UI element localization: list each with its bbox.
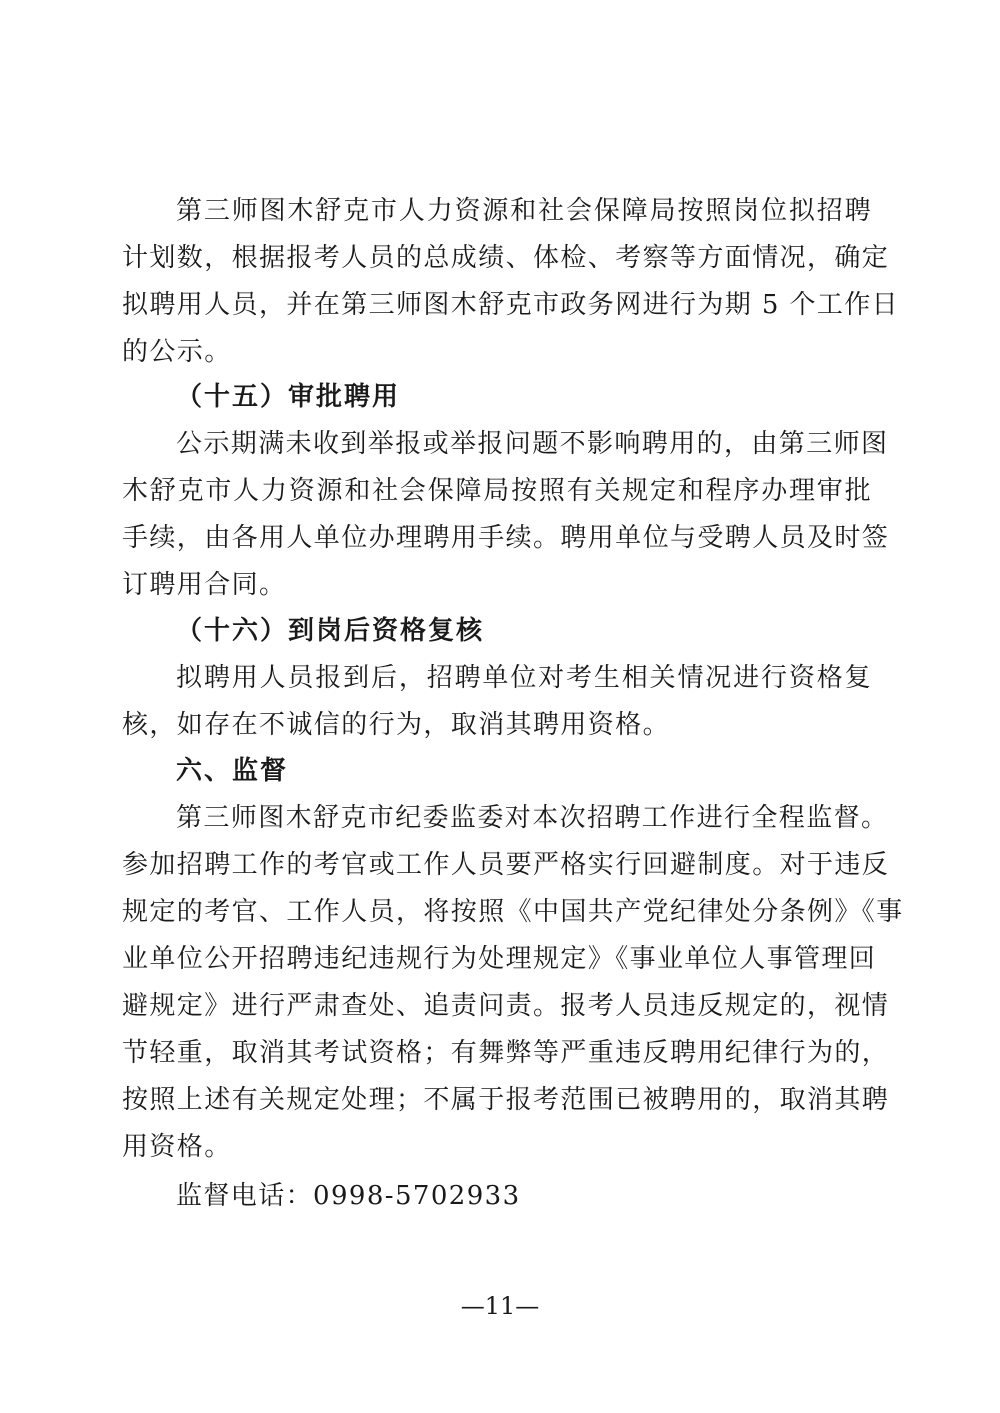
- paragraph-line: 按照上述有关规定处理；不属于报考范围已被聘用的，取消其聘: [122, 1085, 890, 1115]
- supervision-phone: 监督电话：0998-5702933: [176, 1181, 521, 1211]
- paragraph-line: 规定的考官、工作人员，将按照《中国共产党纪律处分条例》《事: [122, 897, 904, 927]
- paragraph-line: 订聘用合同。: [122, 570, 287, 600]
- paragraph-line: 节轻重，取消其考试资格；有舞弊等严重违反聘用纪律行为的，: [122, 1038, 890, 1068]
- paragraph-line: 拟聘用人员报到后，招聘单位对考生相关情况进行资格复: [176, 663, 872, 693]
- section-heading: （十五）审批聘用: [176, 382, 401, 412]
- section-heading: 六、监督: [176, 756, 289, 786]
- paragraph-line: 拟聘用人员，并在第三师图木舒克市政务网进行为期 5 个工作日: [122, 290, 900, 320]
- paragraph-line: 第三师图木舒克市纪委监委对本次招聘工作进行全程监督。: [176, 803, 889, 833]
- paragraph-line: 用资格。: [122, 1132, 232, 1162]
- paragraph-line: 核，如存在不诚信的行为，取消其聘用资格。: [122, 710, 671, 740]
- paragraph-line: 避规定》进行严肃查处、追责问责。报考人员违反规定的，视情: [122, 991, 890, 1021]
- page-number: —11—: [460, 1292, 540, 1320]
- paragraph-line: 第三师图木舒克市人力资源和社会保障局按照岗位拟招聘: [176, 196, 872, 226]
- paragraph-line: 参加招聘工作的考官或工作人员要严格实行回避制度。对于违反: [122, 850, 890, 880]
- paragraph-line: 计划数，根据报考人员的总成绩、体检、考察等方面情况，确定: [122, 243, 890, 273]
- paragraph-line: 手续，由各用人单位办理聘用手续。聘用单位与受聘人员及时签: [122, 523, 890, 553]
- paragraph-line: 的公示。: [122, 337, 232, 367]
- paragraph-line: 木舒克市人力资源和社会保障局按照有关规定和程序办理审批: [122, 476, 872, 506]
- section-heading: （十六）到岗后资格复核: [176, 616, 485, 646]
- paragraph-line: 业单位公开招聘违纪违规行为处理规定》《事业单位人事管理回: [122, 944, 877, 974]
- paragraph-line: 公示期满未收到举报或举报问题不影响聘用的，由第三师图: [176, 429, 889, 459]
